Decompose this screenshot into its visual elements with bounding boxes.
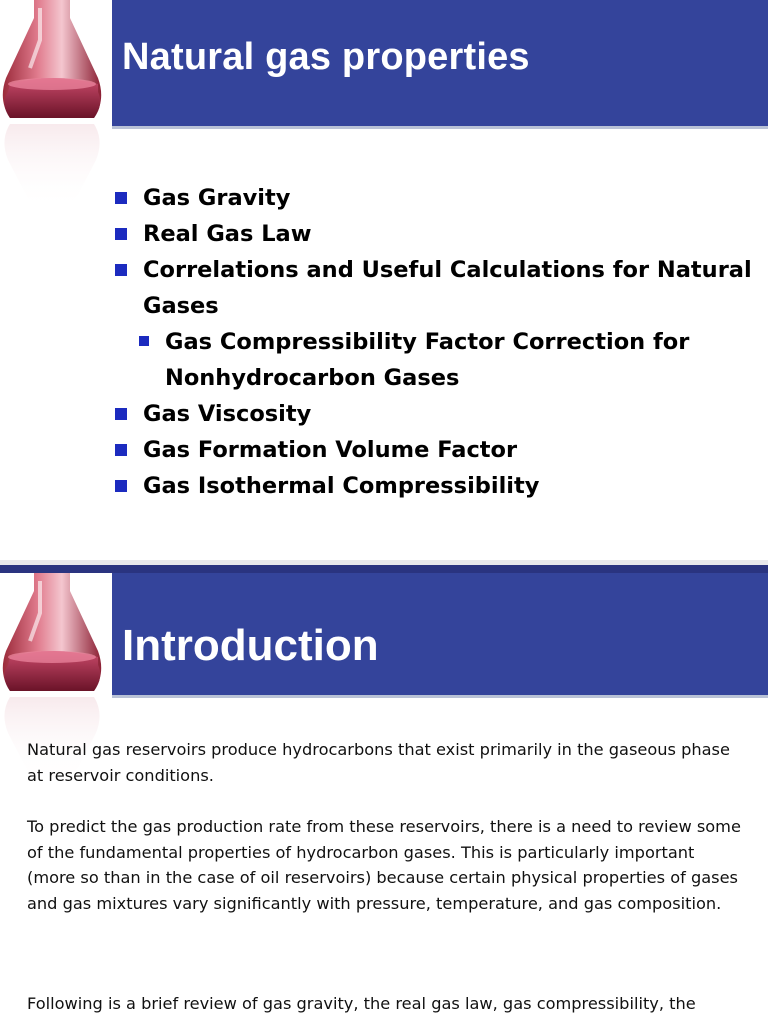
bullet-square-icon xyxy=(115,228,127,240)
bullet-square-icon xyxy=(115,192,127,204)
list-item-sub: Gas Compressibility Factor Correction for Nonhydrocarbon Gases xyxy=(137,324,753,396)
bullet-square-icon xyxy=(115,444,127,456)
section-title: Introduction xyxy=(122,621,379,670)
bullet-square-icon xyxy=(115,264,127,276)
slide-header xyxy=(112,0,768,126)
lab-flask-icon xyxy=(0,0,112,230)
page-title: Natural gas properties xyxy=(122,36,530,78)
list-item: Gas Viscosity xyxy=(113,396,753,432)
topic-list xyxy=(113,180,753,504)
list-item: Gas Gravity xyxy=(113,180,753,216)
intro-paragraph: Following is a brief review of gas gravity, the real gas law, gas compressibility, the xyxy=(27,994,696,1013)
intro-paragraph: Natural gas reservoirs produce hydrocarbons that exist primarily in the gaseous phase at reservoir conditions. xyxy=(27,740,730,785)
slide-header xyxy=(112,573,768,695)
list-item: Real Gas Law xyxy=(113,216,753,252)
header-divider xyxy=(112,126,768,129)
header-top-band xyxy=(0,565,768,573)
list-item: Gas Formation Volume Factor xyxy=(113,432,753,468)
slide-introduction xyxy=(0,565,768,1024)
bullet-square-icon xyxy=(139,336,149,346)
list-item: Correlations and Useful Calculations for Natural Gases xyxy=(113,252,753,324)
header-divider xyxy=(112,695,768,698)
list-item: Gas Isothermal Compressibility xyxy=(113,468,753,504)
intro-paragraph: To predict the gas production rate from these reservoirs, there is a need to review some of the fundamental properties of hydrocarbon gases. This is particularly important (more so than in the case of oil reservoirs) because certain physical properties of gases and gas mixtures vary significantly with pressure, temperature, and gas composition. xyxy=(27,817,741,913)
bullet-square-icon xyxy=(115,408,127,420)
bullet-square-icon xyxy=(115,480,127,492)
